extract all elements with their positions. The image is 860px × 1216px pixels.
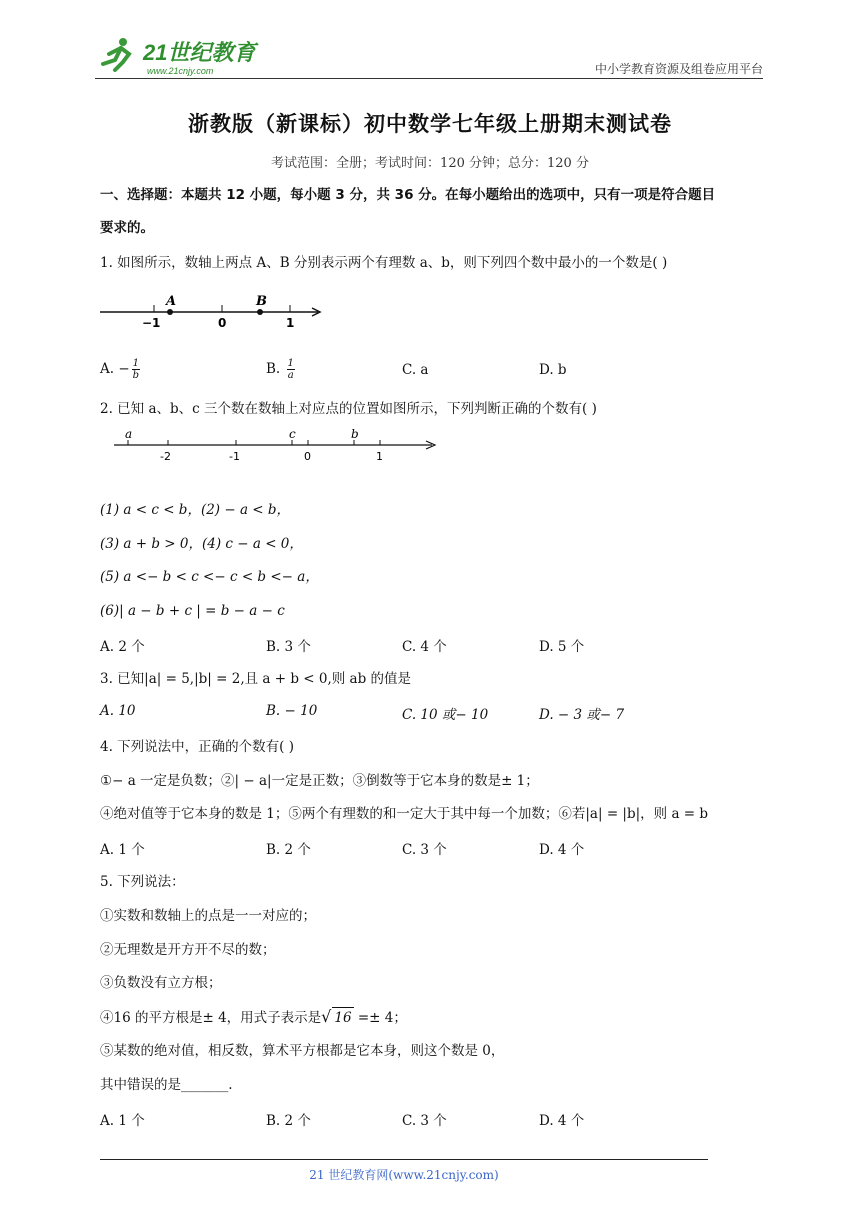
q2-item-1: (1) a < c < b，(2) − a < b， [100, 502, 291, 518]
q1-label-a: A [166, 294, 177, 309]
q2-tick-label-m2: -2 [160, 450, 171, 463]
site-logo [95, 34, 265, 78]
section-heading-line2: 要求的。 [100, 220, 154, 236]
q2-option-a: A. 2 个 [100, 639, 145, 655]
q4-option-b: B. 2 个 [266, 842, 311, 858]
logo-title: 21世纪教育 [143, 40, 256, 65]
header-tagline: 中小学教育资源及组卷应用平台 [594, 62, 763, 76]
q2-stem: 2. 已知 a、b、c 三个数在数轴上对应点的位置如图所示，下列判断正确的个数有( ) [100, 401, 597, 417]
q5-option-b: B. 2 个 [266, 1113, 311, 1129]
q4-option-c: C. 3 个 [402, 842, 447, 858]
q4-stem: 4. 下列说法中，正确的个数有( ) [100, 739, 294, 755]
sqrt-symbol: √ [321, 1007, 332, 1026]
page-title: 浙教版（新课标）初中数学七年级上册期末测试卷 [188, 112, 672, 136]
q5-item-5: ⑤某数的绝对值，相反数，算术平方根都是它本身，则这个数是 0， [100, 1043, 505, 1059]
q2-option-b: B. 3 个 [266, 639, 311, 655]
q5-item-4-radicand: 16 [332, 1007, 353, 1028]
q5-item-4 [100, 1007, 407, 1028]
q2-tick-label-0: 0 [304, 450, 311, 463]
q1-option-b-denominator: a [287, 370, 294, 381]
q5-option-a: A. 1 个 [100, 1113, 145, 1129]
q3-option-d: D. − 3 或− 7 [539, 707, 625, 723]
q1-label-b: B [256, 294, 267, 309]
q1-stem: 1. 如图所示，数轴上两点 A、B 分别表示两个有理数 a、b，则下列四个数中最小的一个数是( ) [100, 255, 668, 271]
q1-tick-label-1: 1 [286, 316, 295, 330]
q1-option-b-numerator: 1 [287, 358, 294, 369]
q1-number-line [98, 292, 328, 332]
q4-option-d: D. 4 个 [539, 842, 585, 858]
q1-point-b [257, 309, 263, 315]
q1-option-a-numerator: 1 [132, 358, 140, 369]
q3-option-b: B. − 10 [266, 703, 318, 719]
q2-option-c: C. 4 个 [402, 639, 447, 655]
q5-item-4-text: ④16 的平方根是± 4，用式子表示是 [100, 1010, 322, 1026]
q5-option-d: D. 4 个 [539, 1113, 585, 1129]
logo-url: www.21cnjy.com [147, 66, 214, 76]
q4-statements-line2: ④绝对值等于它本身的数是 1；⑤两个有理数的和一定大于其中每一个加数；⑥若|a| = |b|，则 a = b [100, 806, 709, 822]
q1-point-a [167, 309, 173, 315]
q2-label-c: c [289, 427, 296, 441]
q1-option-c: C. a [402, 362, 429, 378]
q1-option-d: D. b [539, 362, 567, 378]
q1-option-a [100, 358, 142, 381]
q1-option-b [266, 358, 297, 381]
q2-label-b: b [351, 427, 359, 441]
q3-option-a: A. 10 [100, 703, 136, 719]
section-heading-line1: 一、选择题：本题共 12 小题，每小题 3 分，共 36 分。在每小题给出的选项中，只有一项是符合题目 [100, 187, 716, 203]
q2-item-2: (3) a + b > 0，(4) c − a < 0， [100, 536, 303, 552]
q2-number-line [112, 424, 442, 466]
q3-stem: 3. 已知|a| = 5,|b| = 2,且 a + b < 0,则 ab 的值是 [100, 671, 412, 687]
exam-info: 考试范围：全册；考试时间：120 分钟；总分：120 分 [271, 156, 589, 171]
q4-option-a: A. 1 个 [100, 842, 145, 858]
q2-option-d: D. 5 个 [539, 639, 585, 655]
q1-option-b-fraction [287, 358, 295, 381]
q5-option-c: C. 3 个 [402, 1113, 447, 1129]
q2-item-4: (6)| a − b + c | = b − a − c [100, 603, 285, 619]
q2-tick-label-m1: -1 [229, 450, 240, 463]
header-divider [95, 78, 763, 79]
q4-statements-line1: ①− a 一定是负数；②| − a|一定是正数；③倒数等于它本身的数是± 1； [100, 773, 539, 789]
q3-option-c: C. 10 或− 10 [402, 707, 489, 723]
q5-item-4-result: =± 4； [353, 1010, 407, 1026]
footer-link[interactable]: 21 世纪教育网(www.21cnjy.com) [309, 1168, 499, 1182]
q2-item-3: (5) a <− b < c <− c < b <− a， [100, 569, 319, 585]
q1-option-a-denominator: b [132, 370, 140, 381]
q1-tick-label-0: 0 [218, 316, 227, 330]
footer-divider [100, 1159, 708, 1160]
q1-option-b-prefix: B. [266, 361, 285, 377]
q5-item-3: ③负数没有立方根； [100, 975, 222, 991]
q2-label-a: a [125, 427, 133, 441]
q5-answer-blank: 其中错误的是_______. [100, 1077, 233, 1093]
q1-tick-label-neg1: −1 [142, 316, 161, 330]
q1-option-a-prefix: A. − [100, 361, 130, 377]
q5-stem: 5. 下列说法： [100, 874, 185, 890]
q5-item-1: ①实数和数轴上的点是一一对应的； [100, 908, 316, 924]
q1-option-a-fraction [132, 358, 140, 381]
q5-item-2: ②无理数是开方开不尽的数； [100, 942, 276, 958]
q2-tick-label-1: 1 [376, 450, 383, 463]
